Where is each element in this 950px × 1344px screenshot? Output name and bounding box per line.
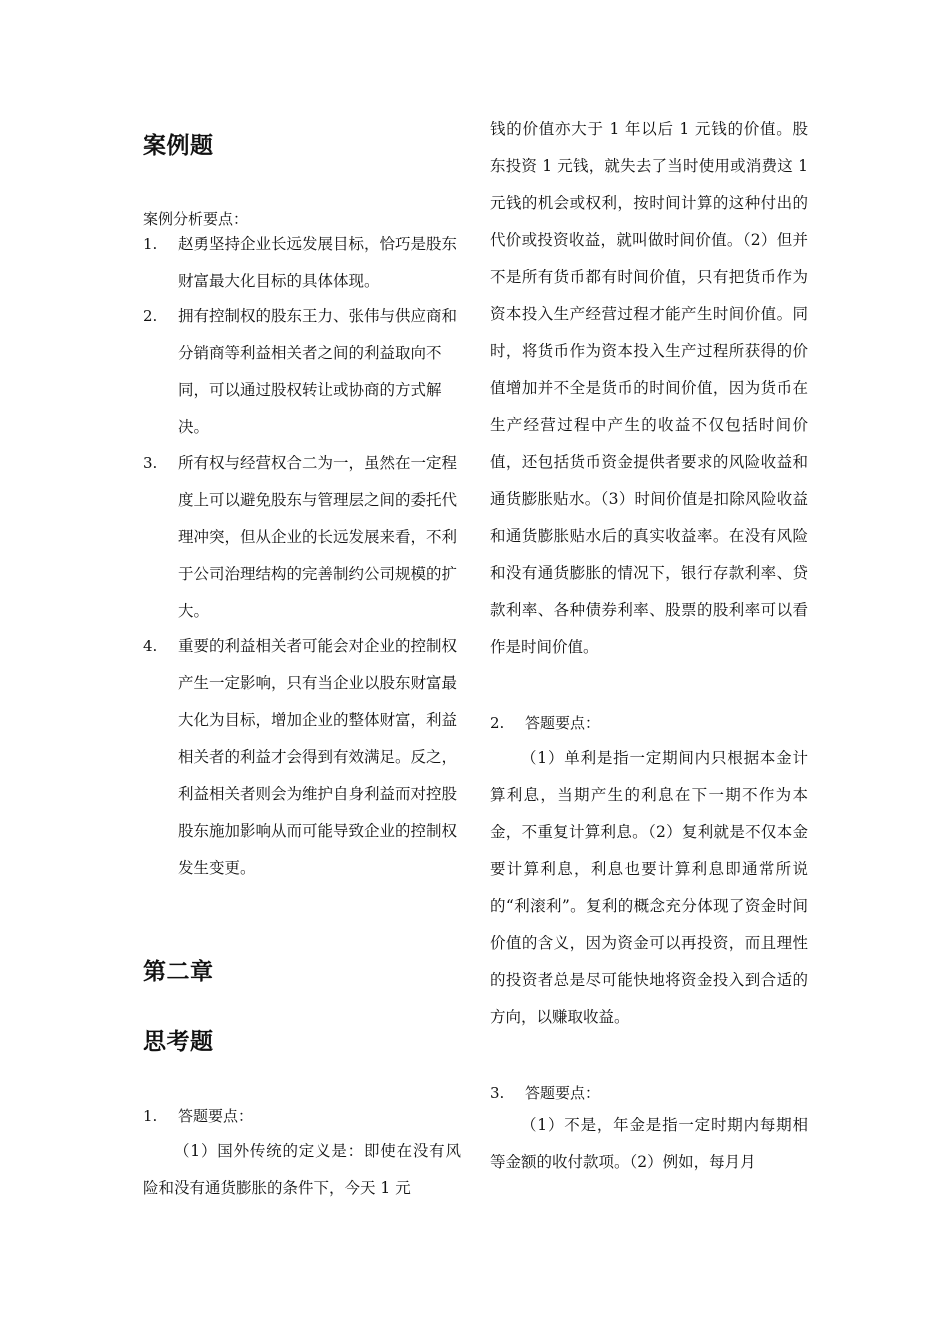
question-1-number: 1. xyxy=(143,1107,158,1125)
question-2-paragraph: （1）单利是指一定期间内只根据本金计算利息，当期产生的利息在下一期不作为本金，不重复计算利息。（2）复利就是不仅本金要计算利息，利息也要计算利息即通常所说的“利滚利”。复利的概念充分体现了资金时间价值的含义，因为资金可以再投资，而且理性的投资者总是尽可能快地将资金投入到合适的方向，以赚取收益。 xyxy=(490,749,808,1026)
question-1-label: 答题要点： xyxy=(178,1107,254,1125)
case-item-text: 拥有控制权的股东王力、张伟与供应商和分销商等利益相关者之间的利益取向不同，可以通过股权转让或协商的方式解决。 xyxy=(178,307,458,436)
case-item-number: 2. xyxy=(143,307,158,325)
chapter-heading: 第二章 xyxy=(143,959,214,985)
question-3-header xyxy=(490,1083,600,1103)
case-item-number: 3. xyxy=(143,454,158,472)
case-item-text: 所有权与经营权合二为一，虽然在一定程度上可以避免股东与管理层之间的委托代理冲突，但从企业的长远发展来看，不利于公司治理结构的完善制约公司规模的扩大。 xyxy=(178,454,458,620)
question-1-paragraph: （1）国外传统的定义是：即使在没有风险和没有通货膨胀的条件下，今天 1 元 xyxy=(143,1142,461,1197)
question-3-paragraph: （1）不是，年金是指一定时期内每期相等金额的收付款项。（2）例如，每月月 xyxy=(490,1116,808,1171)
question-3-label: 答题要点： xyxy=(525,1084,601,1102)
question-3-number: 3. xyxy=(490,1084,505,1102)
case-item-number: 4. xyxy=(143,637,158,655)
question-2-label: 答题要点： xyxy=(525,714,601,732)
question-2-header xyxy=(490,713,600,733)
question-1-header xyxy=(143,1106,253,1126)
case-analysis-label: 案例分析要点： xyxy=(143,210,249,228)
question-1-continuation: 钱的价值亦大于 1 年以后 1 元钱的价值。股东投资 1 元钱，就失去了当时使用或消费这 1 元钱的机会或权利，按时间计算的这种付出的代价或投资收益，就叫做时间价值。（2）但并不是所有货币都有时间价值，只有把货币作为资本投入生产经营过程才能产生时间价值。同时，将货币作为资本投入生产过程所获得的价值增加并不全是货币的时间价值，因为货币在生产经营过程中产生的收益不仅包括时间价值，还包括货币资金提供者要求的风险收益和通货膨胀贴水。（3）时间价值是扣除风险收益和通货膨胀贴水后的真实收益率。在没有风险和没有通货膨胀的情况下，银行存款利率、贷款利率、各种债券利率、股票的股利率可以看作是时间价值。 xyxy=(490,120,808,656)
question-2-number: 2. xyxy=(490,714,505,732)
case-item-number: 1. xyxy=(143,235,158,253)
case-item-text: 赵勇坚持企业长远发展目标，恰巧是股东财富最大化目标的具体体现。 xyxy=(178,235,458,290)
case-heading: 案例题 xyxy=(143,133,214,159)
case-item-text: 重要的利益相关者可能会对企业的控制权产生一定影响，只有当企业以股东财富最大化为目标，增加企业的整体财富，利益相关者的利益才会得到有效满足。反之，利益相关者则会为维护自身利益而对控股股东施加影响从而可能导致企业的控制权发生变更。 xyxy=(178,637,458,877)
thinking-questions-heading: 思考题 xyxy=(143,1029,214,1055)
